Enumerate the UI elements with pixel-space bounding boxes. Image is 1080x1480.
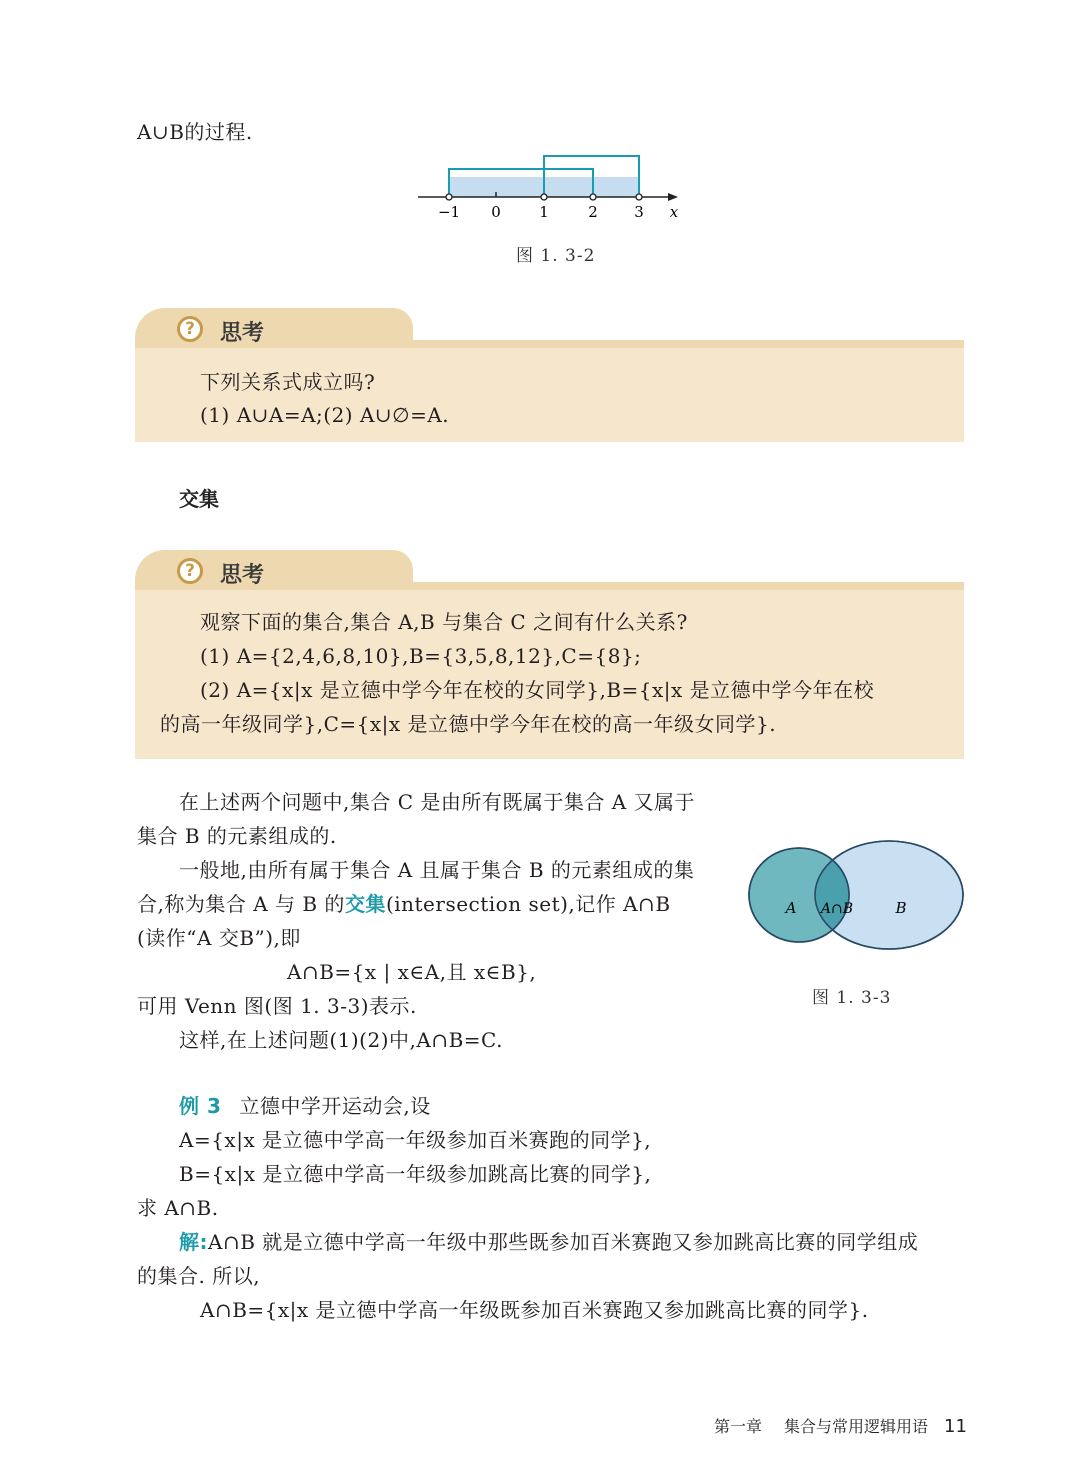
body-p2-line2-post: (intersection set),记作 A∩B xyxy=(385,892,671,916)
endpoint-minus1 xyxy=(446,194,452,200)
tick-label-0: 0 xyxy=(491,203,501,221)
venn-label-b: B xyxy=(895,899,907,917)
tick-label-3: 3 xyxy=(634,203,644,221)
venn-label-ab: A∩B xyxy=(820,901,854,917)
example-line3: B={x|x 是立德中学高一年级参加跳高比赛的同学}, xyxy=(179,1162,652,1186)
body-p2-line3: (读作“A 交B”),即 xyxy=(137,926,301,950)
solution-text1: A∩B 就是立德中学高一年级中那些既参加百米赛跑又参加跳高比赛的同学组成 xyxy=(208,1230,919,1254)
footer-chapter-title: 集合与常用逻辑用语 xyxy=(784,1417,929,1436)
footer xyxy=(714,1414,967,1437)
body-p2-line5: 可用 Venn 图(图 1. 3-3)表示. xyxy=(137,994,417,1018)
example-intro: 立德中学开运动会,设 xyxy=(239,1094,431,1118)
tick-label-2: 2 xyxy=(588,203,598,221)
solution-formula: A∩B={x|x 是立德中学高一年级既参加百米赛跑又参加跳高比赛的同学}. xyxy=(200,1298,869,1322)
think1-line1: 下列关系式成立吗? xyxy=(200,370,376,394)
intersection-formula: A∩B={x | x∈A,且 x∈B}, xyxy=(287,960,537,984)
think1-box xyxy=(135,348,964,442)
solution-line2: 的集合. 所以, xyxy=(137,1264,261,1288)
intro-line: A∪B的过程. xyxy=(137,120,253,144)
think1-title: 思考 xyxy=(220,321,265,346)
example-label: 例 3 xyxy=(179,1094,222,1118)
think2-title: 思考 xyxy=(220,563,265,588)
solution-label: 解: xyxy=(179,1230,208,1254)
section-title: 交集 xyxy=(179,487,219,511)
body-p2-line2-pre: 合,称为集合 A 与 B 的 xyxy=(137,892,345,916)
think2-line4: 的高一年级同学},C={x|x 是立德中学今年在校的高一年级女同学}. xyxy=(160,712,777,736)
think2-line1: 观察下面的集合,集合 A,B 与集合 C 之间有什么关系? xyxy=(200,610,688,634)
question-icon: ? xyxy=(177,316,203,342)
example-line4: 求 A∩B. xyxy=(137,1196,219,1220)
body-p2-line1: 一般地,由所有属于集合 A 且属于集合 B 的元素组成的集 xyxy=(179,858,695,882)
page-number: 11 xyxy=(944,1416,967,1437)
axis-variable-label: x xyxy=(669,203,679,221)
example-line1 xyxy=(179,1096,431,1116)
venn-diagram xyxy=(745,835,970,955)
endpoint-1 xyxy=(541,194,547,200)
think2-line2: (1) A={2,4,6,8,10},B={3,5,8,12},C={8}; xyxy=(200,644,642,668)
endpoint-3 xyxy=(636,194,642,200)
footer-chapter: 第一章 xyxy=(714,1417,763,1436)
question-icon: ? xyxy=(177,558,203,584)
figure2-caption: 图 1. 3-3 xyxy=(812,988,892,1008)
body-p1-line2: 集合 B 的元素组成的. xyxy=(137,824,337,848)
solution-line1 xyxy=(179,1232,918,1252)
example-line2: A={x|x 是立德中学高一年级参加百米赛跑的同学}, xyxy=(179,1128,652,1152)
endpoint-2 xyxy=(590,194,596,200)
venn-label-a: A xyxy=(785,899,797,917)
tick-label-minus1: −1 xyxy=(437,203,461,221)
think1-line2: (1) A∪A=A;(2) A∪∅=A. xyxy=(200,403,450,427)
think2-line3: (2) A={x|x 是立德中学今年在校的女同学},B={x|x 是立德中学今年在校 xyxy=(200,678,875,702)
term-intersection: 交集 xyxy=(344,892,386,916)
body-p1-line1: 在上述两个问题中,集合 C 是由所有既属于集合 A 又属于 xyxy=(179,790,696,814)
tick-label-1: 1 xyxy=(539,203,549,221)
figure1-caption: 图 1. 3-2 xyxy=(516,246,596,266)
x-axis-arrow xyxy=(668,193,678,201)
body-p2-line2 xyxy=(137,894,671,914)
number-line-figure xyxy=(410,145,690,230)
body-p3: 这样,在上述问题(1)(2)中,A∩B=C. xyxy=(179,1028,503,1052)
